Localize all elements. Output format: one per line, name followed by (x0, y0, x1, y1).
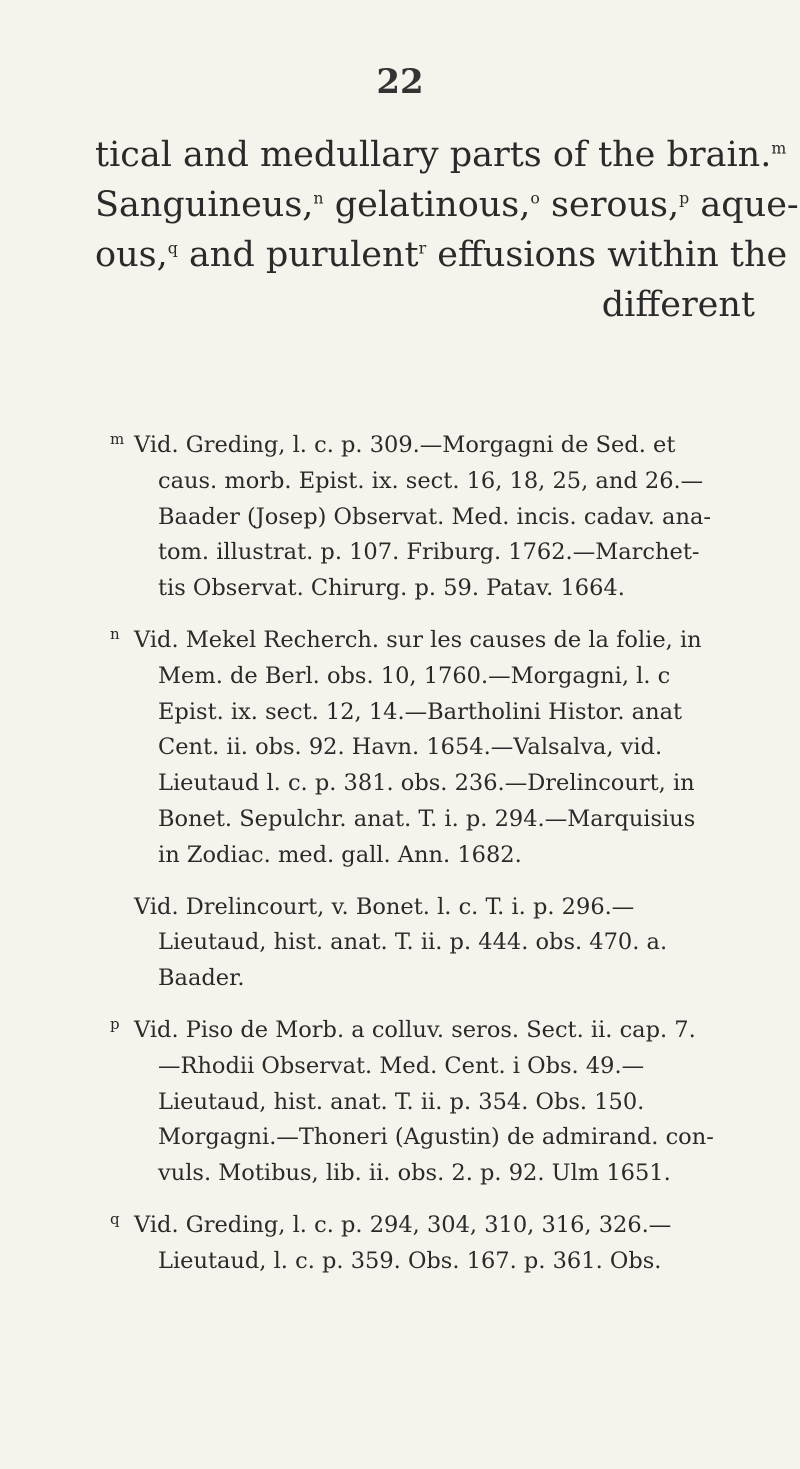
footnote-q: q Vid. Greding, l. c. p. 294, 304, 310, 316, 326.— Lieutaud, l. c. p. 359. Obs. 167. p. 361. Obs. (110, 1208, 770, 1280)
footnotes (110, 428, 770, 1296)
footnote-p: p Vid. Piso de Morb. a colluv. seros. Sect. ii. cap. 7. —Rhodii Observat. Med. Cent. i Obs. 49.— Lieutaud, hist. anat. T. ii. p. 354. Obs. 150. Morgagni.—Thoneri (Agustin) de admirand. con- vuls. Motibus, lib. ii. obs. 2. p. 92. Ulm 1651. (110, 1013, 770, 1192)
main-line-2: Sanguineus,$^n$ gelatinous,$^o$ serous,$^p$ aque- (95, 185, 799, 225)
main-line-1: tical and medullary parts of the brain.$^m$ (95, 135, 787, 175)
footnote-mark: n (110, 624, 120, 643)
main-line-3: ous,$^q$ and purulent$^r$ effusions within the (95, 235, 788, 275)
footnote-mark: p (110, 1014, 120, 1033)
footnote-o: Vid. Drelincourt, v. Bonet. l. c. T. i. p. 296.— Lieutaud, hist. anat. T. ii. p. 444. obs. 470. a. Baader. (134, 893, 668, 992)
catchword: different (601, 285, 755, 325)
footnote-mark: m (110, 430, 125, 448)
footnote-n: n Vid. Mekel Recherch. sur les causes de la folie, in Mem. de Berl. obs. 10, 1760.—Morgagni, l. c Epist. ix. sect. 12, 14.—Bartholini Histor. anat Cent. ii. obs. 92. Havn. 1654.—Valsalva, vid. Lieutaud l. c. p. 381. obs. 236.—Drelincourt, in Bonet. Sepulchr. anat. T. i. p. 294.—Marquisius in Zodiac. med. gall. Ann. 1682. (110, 623, 770, 874)
page-number: 22 (376, 62, 424, 102)
main-text (95, 130, 799, 330)
footnote-m: m Vid. Greding, l. c. p. 309.—Morgagni de Sed. et caus. morb. Epist. ix. sect. 16, 18, 25, and 26.— Baader (Josep) Observat. Med. incis. cadav. ana- tom. illustrat. p. 107. Friburg. 1762.—Marchet- tis Observat. Chirurg. p. 59. Patav. 1664. (110, 428, 770, 607)
footnote-mark: q (110, 1209, 120, 1228)
